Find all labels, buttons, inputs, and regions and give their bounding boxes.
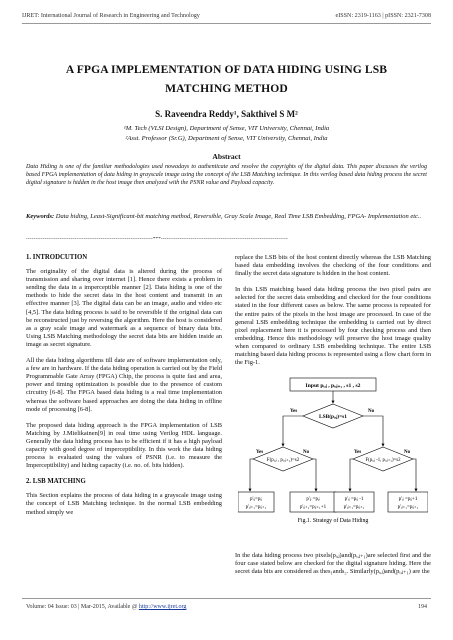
footer (26, 604, 427, 610)
journal-name: IJRET: International Journal of Research in Engineering and Technology (22, 13, 200, 19)
output-box-1 (238, 492, 274, 512)
lsb-paragraph-1: This Section explains the process of data hiding in a grayscale image using the concept of LSB Matching technique. In the normal LSB embedding method simply we (26, 492, 222, 516)
input-box (290, 378, 376, 391)
output-box-4 (388, 492, 428, 512)
svg-text:p'ᵢⱼ=pᵢⱼ: p'ᵢⱼ=pᵢⱼ (249, 497, 263, 502)
footer-volume (26, 604, 186, 610)
arrow-out4 (413, 459, 416, 491)
keywords (26, 209, 427, 225)
svg-text:p'ᵢⱼ₊₁=pᵢⱼ₊₁+1: p'ᵢⱼ₊₁=pᵢⱼ₊₁+1 (299, 505, 327, 510)
label-yes-right: Yes (354, 450, 362, 455)
label-no-right: No (404, 450, 411, 455)
running-header (22, 13, 431, 19)
intro-paragraph-2: All the data hiding algorithms till date are of software implementation only, a few are in hardware. If the data hiding operation is carried out by the Field Programmable Gate Array (FPGA) Chip, the process is quite fast and area, power and timing optimization is possible due to the presence of custom circuitry [6-8]. The FPGA based data hiding is a real time implementation whereas the software based approaches are doing the data hiding in offline mode of processing [6-8]. (26, 357, 222, 413)
label-yes-top: Yes (290, 409, 298, 414)
arrow-out1 (250, 459, 253, 491)
header-rule (22, 23, 431, 24)
output-box-3 (334, 492, 374, 512)
label-no-left: No (303, 450, 310, 455)
decision-top-label: LSB(pᵢ,ⱼ)=s1 (319, 414, 347, 420)
affiliation-1: ¹M. Tech (VLSI Design), Department of Sense, VIT University, Chennai, India (123, 125, 330, 132)
svg-text:p'ᵢⱼ₊₁=pᵢⱼ₊₁: p'ᵢⱼ₊₁=pᵢⱼ₊₁ (343, 505, 365, 510)
section-separator: --------------------------------------------------------------------***-------------------------------------------------------------------- (26, 237, 288, 242)
label-no-top: No (368, 409, 375, 414)
decision-top (303, 404, 363, 428)
abstract-heading: Abstract (212, 152, 241, 161)
flowchart-figure (238, 376, 428, 551)
svg-text:p'ᵢⱼ =pᵢⱼ: p'ᵢⱼ =pᵢⱼ (306, 497, 320, 502)
arrow-top-no (363, 416, 383, 446)
abstract-text: Data Hiding is one of the familiar methodologies used nowadays to authenticate and resolve the copyrights of the digital data. This paper discusses the verilog based FPGA implementation of data hiding in grayscale image using the concept of the LSB Matching technique. In this verilog based data hiding process the secret digital signature is hidden in the host image then analyzed with the PSNR value and Payload capacity. (26, 164, 427, 187)
intro-paragraph-1: The originality of the digital data is altered during the process of transmission and sharing over internet [1]. Hence there exists a problem in sending the data in a imperceptible manner [2]. Data hiding is one of the methods to hide the secret data in the host content and transmit in an effective manner [3]. The digital data can be an image, audio and video etc [4,5]. The data hiding process is said to be reversible if the original data can be reconstructed just by reversing the algorithm. Here the host is considered as a gray scale image and watermark as a sequence of binary data bits. Using LSB Matching methodology the secret data bits are hidden inside an image as secret signature. (26, 268, 222, 348)
input-label: Input pᵢ,ⱼ , pᵢ,ⱼ₊₁ , s1 , s2 (305, 383, 361, 389)
arrow-top-yes (283, 416, 303, 446)
decision-right-label: F(pᵢ,ⱼ -1, pᵢ,ⱼ₊₁)=s2 (365, 458, 401, 463)
label-yes-left: Yes (256, 450, 264, 455)
keywords-label: Keywords: (26, 213, 55, 220)
issn: eISSN: 2319-1163 | pISSN: 2321-7308 (335, 13, 431, 19)
decision-left-label: F(pᵢ,ⱼ , pᵢ,ⱼ₊₁)=s2 (266, 458, 300, 463)
title-line-1: A FPGA IMPLEMENTATION OF DATA HIDING USING LSB (65, 63, 388, 76)
svg-text:p'ᵢⱼ =pᵢⱼ+1: p'ᵢⱼ =pᵢⱼ+1 (398, 497, 418, 502)
figure-caption: Fig.1. Strategy of Data Hiding (297, 518, 369, 524)
keywords-text: Data hiding, Least-Significant-bit matching method, Reversible, Gray Scale Image, Real Time LSB Embedding, FPGA- Implementation etc.. (55, 213, 422, 220)
authors: S. Raveendra Reddy¹, Sakthivel S M² (155, 109, 298, 119)
svg-text:p'ᵢⱼ =pᵢⱼ -1: p'ᵢⱼ =pᵢⱼ -1 (344, 497, 364, 502)
right-paragraph-1: replace the LSB bits of the host content directly whereas the LSB Matching based data embedding involves the checking of the four conditions and finally the secret data signature is hidden in the host content. (235, 254, 431, 278)
left-column (26, 254, 222, 525)
svg-text:p'ᵢⱼ₊₁=pᵢⱼ₊₁: p'ᵢⱼ₊₁=pᵢⱼ₊₁ (397, 505, 419, 510)
intro-heading: 1. INTRODCUTION (26, 254, 88, 261)
journal-url-link[interactable]: http://www.ijret.org (138, 604, 187, 610)
paper-title (30, 60, 423, 98)
right-paragraph-2: In this LSB matching based data hiding process the two pixel pairs are selected for the secret data embedding and checked for the four conditions stated in the four different cases as below. The same process is repeated for the entire pairs of the pixels in the host image are processed. In case of the general LSB embedding technique the embedding is carried out by direct pixel replacement here it is processed by four checking process and then embedding. Hence this methodology will preserve the host image quality when compared to ordinary LSB embedding technique. The entire LSB matching based data hiding process is represented using a flow chart form in the Fig-1. (235, 286, 431, 367)
title-line-2: MATCHING METHOD (165, 82, 288, 95)
arrow-out2 (313, 459, 316, 491)
intro-paragraph-3: The proposed data hiding approach is the FPGA implementation of LSB Matching by J.Mielikainen[9] in real time using Verilog HDL language. Generally the data hiding process has to be efficient if it has a high payload capacity with good degree of imperceptibility. In this work the data hiding process is evaluated using the values of PSNR (i.e. to measure the Imperceptibility) and hiding capacity (i.e. no. of. bits hidden). (26, 421, 222, 470)
page-number: 194 (418, 604, 427, 610)
right-column (235, 254, 431, 375)
right-column-bottom (235, 552, 431, 584)
arrow-out3 (350, 459, 353, 491)
affiliation-2: ²Asst. Professor (Sr.G), Department of Sense, VIT University, Chennai, India (125, 135, 328, 142)
lsb-heading: 2. LSB MATCHING (26, 478, 86, 486)
output-box-2 (290, 492, 336, 512)
right-paragraph-3: In the data hiding process two pixels(pᵢ,ⱼ)and(pᵢ,ⱼ₊₁)are selected first and the four case stated below are checked for the digital signature hiding. Here the secret data bits are considered as thes₁ands₂. Similarly(pᵢ,ⱼ)and(pᵢ,ⱼ₊₁) are the (235, 552, 431, 576)
svg-text:p'ᵢⱼ₊₁=pᵢⱼ₊₁: p'ᵢⱼ₊₁=pᵢⱼ₊₁ (245, 505, 267, 510)
volume-text: Volume: 04 Issue: 03 | Mar-2015, Available @ (26, 604, 138, 610)
footer-rule (22, 598, 431, 599)
